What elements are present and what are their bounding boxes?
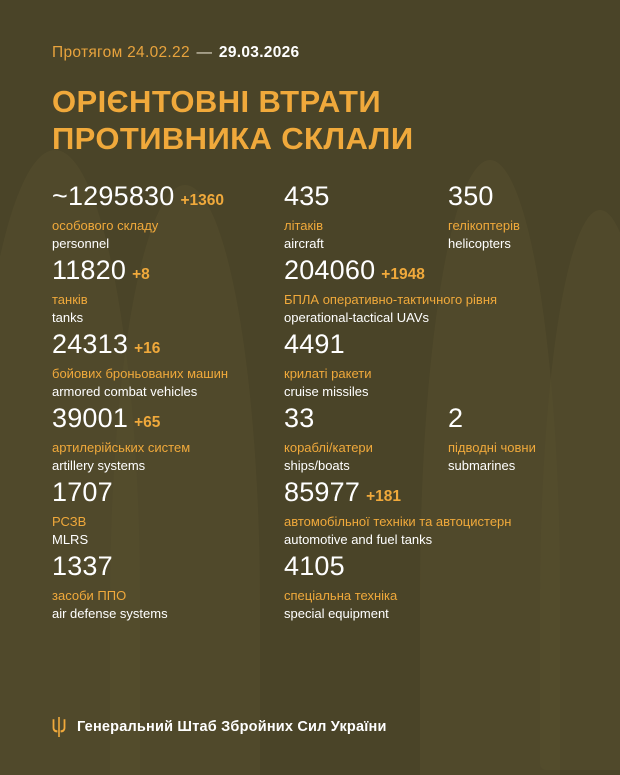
loss-number-line bbox=[52, 331, 228, 358]
loss-label-ua: гелікоптерів bbox=[448, 218, 520, 234]
loss-label-ua: спеціальна техніка bbox=[284, 588, 398, 604]
loss-label-ua: літаків bbox=[284, 218, 323, 234]
loss-item-tanks bbox=[52, 257, 150, 326]
loss-delta: +181 bbox=[366, 488, 402, 506]
loss-label-en: artillery systems bbox=[52, 457, 146, 473]
loss-item-automotive bbox=[284, 479, 511, 548]
losses-row bbox=[52, 331, 568, 405]
loss-number-line bbox=[284, 479, 511, 506]
loss-number-line bbox=[52, 479, 119, 506]
loss-value: ~1295830 bbox=[52, 181, 175, 212]
loss-item-cruise-missiles bbox=[284, 331, 371, 400]
loss-label-ua: крилаті ракети bbox=[284, 366, 372, 382]
loss-value: 85977 bbox=[284, 477, 361, 508]
loss-label-ua: РСЗВ bbox=[52, 514, 87, 530]
loss-value: 350 bbox=[448, 181, 494, 212]
loss-label-ua: особового складу bbox=[52, 218, 159, 234]
loss-label-ua: автомобільної техніки та автоцистерн bbox=[284, 514, 512, 530]
loss-number-line bbox=[284, 553, 397, 580]
loss-item-artillery bbox=[52, 405, 190, 474]
loss-label-ua: бойових броньованих машин bbox=[52, 366, 229, 382]
loss-label-ua: засоби ППО bbox=[52, 588, 127, 604]
loss-label-en: aircraft bbox=[284, 235, 324, 251]
losses-grid bbox=[52, 183, 568, 627]
date-prefix: Протягом 24.02.22 bbox=[52, 44, 190, 61]
loss-item-submarines bbox=[448, 405, 536, 474]
loss-label-en: ships/boats bbox=[284, 457, 350, 473]
loss-number-line bbox=[284, 257, 497, 284]
loss-label-ua: підводні човни bbox=[448, 440, 536, 456]
losses-row bbox=[52, 553, 568, 627]
loss-number-line bbox=[284, 405, 373, 432]
loss-number-line bbox=[52, 257, 150, 284]
losses-row bbox=[52, 257, 568, 331]
loss-number-line bbox=[448, 405, 536, 432]
page-title-line2: ПРОТИВНИКА СКЛАЛИ bbox=[52, 120, 414, 156]
loss-label-en: helicopters bbox=[448, 235, 511, 251]
loss-delta: +1948 bbox=[381, 266, 425, 284]
loss-value: 204060 bbox=[284, 255, 376, 286]
loss-number-line bbox=[284, 183, 336, 210]
loss-number-line bbox=[284, 331, 371, 358]
loss-value: 2 bbox=[448, 403, 464, 434]
loss-label-ua: танків bbox=[52, 292, 88, 308]
loss-label-en: armored combat vehicles bbox=[52, 383, 198, 399]
loss-item-special-equipment bbox=[284, 553, 397, 622]
date-value: 29.03.2026 bbox=[218, 44, 300, 61]
loss-item-ships bbox=[284, 405, 373, 474]
losses-row bbox=[52, 183, 568, 257]
loss-delta: +1360 bbox=[180, 192, 225, 210]
loss-value: 1337 bbox=[52, 551, 113, 582]
loss-number-line bbox=[448, 183, 520, 210]
losses-row bbox=[52, 479, 568, 553]
loss-delta: +16 bbox=[134, 340, 161, 358]
loss-item-armored-vehicles bbox=[52, 331, 228, 400]
loss-item-aircraft bbox=[284, 183, 336, 252]
loss-item-helicopters bbox=[448, 183, 520, 252]
page-title-line1: ОРІЄНТОВНІ ВТРАТИ bbox=[52, 84, 382, 119]
loss-number-line bbox=[52, 183, 224, 210]
date-dash: — bbox=[196, 44, 213, 61]
losses-row bbox=[52, 405, 568, 479]
loss-item-mlrs bbox=[52, 479, 119, 548]
loss-delta: +8 bbox=[132, 266, 150, 284]
date-range bbox=[52, 44, 568, 62]
loss-item-air-defense bbox=[52, 553, 168, 622]
loss-label-ua: БПЛА оперативно-тактичного рівня bbox=[284, 292, 498, 308]
loss-label-en: special equipment bbox=[284, 605, 389, 621]
loss-label-en: MLRS bbox=[52, 531, 89, 547]
loss-value: 1707 bbox=[52, 477, 113, 508]
loss-item-uavs bbox=[284, 257, 497, 326]
loss-label-ua: кораблі/катери bbox=[284, 440, 373, 456]
loss-label-en: operational-tactical UAVs bbox=[284, 309, 429, 325]
loss-label-en: tanks bbox=[52, 309, 84, 325]
loss-label-en: air defense systems bbox=[52, 605, 168, 621]
loss-label-en: submarines bbox=[448, 457, 516, 473]
loss-value: 11820 bbox=[52, 255, 127, 286]
loss-label-en: cruise missiles bbox=[284, 383, 369, 399]
loss-label-ua: артилерійських систем bbox=[52, 440, 191, 456]
loss-number-line bbox=[52, 553, 168, 580]
loss-delta: +65 bbox=[134, 414, 161, 432]
loss-value: 4491 bbox=[284, 329, 345, 360]
loss-label-en: personnel bbox=[52, 235, 110, 251]
loss-value: 33 bbox=[284, 403, 315, 434]
page-title bbox=[52, 84, 568, 157]
footer bbox=[52, 717, 387, 737]
loss-value: 39001 bbox=[52, 403, 129, 434]
loss-number-line bbox=[52, 405, 190, 432]
loss-label-en: automotive and fuel tanks bbox=[284, 531, 433, 547]
footer-text: Генеральний Штаб Збройних Сил України bbox=[77, 719, 387, 735]
loss-item-personnel bbox=[52, 183, 224, 252]
trident-icon bbox=[52, 717, 66, 737]
loss-value: 435 bbox=[284, 181, 330, 212]
loss-value: 4105 bbox=[284, 551, 345, 582]
loss-value: 24313 bbox=[52, 329, 129, 360]
